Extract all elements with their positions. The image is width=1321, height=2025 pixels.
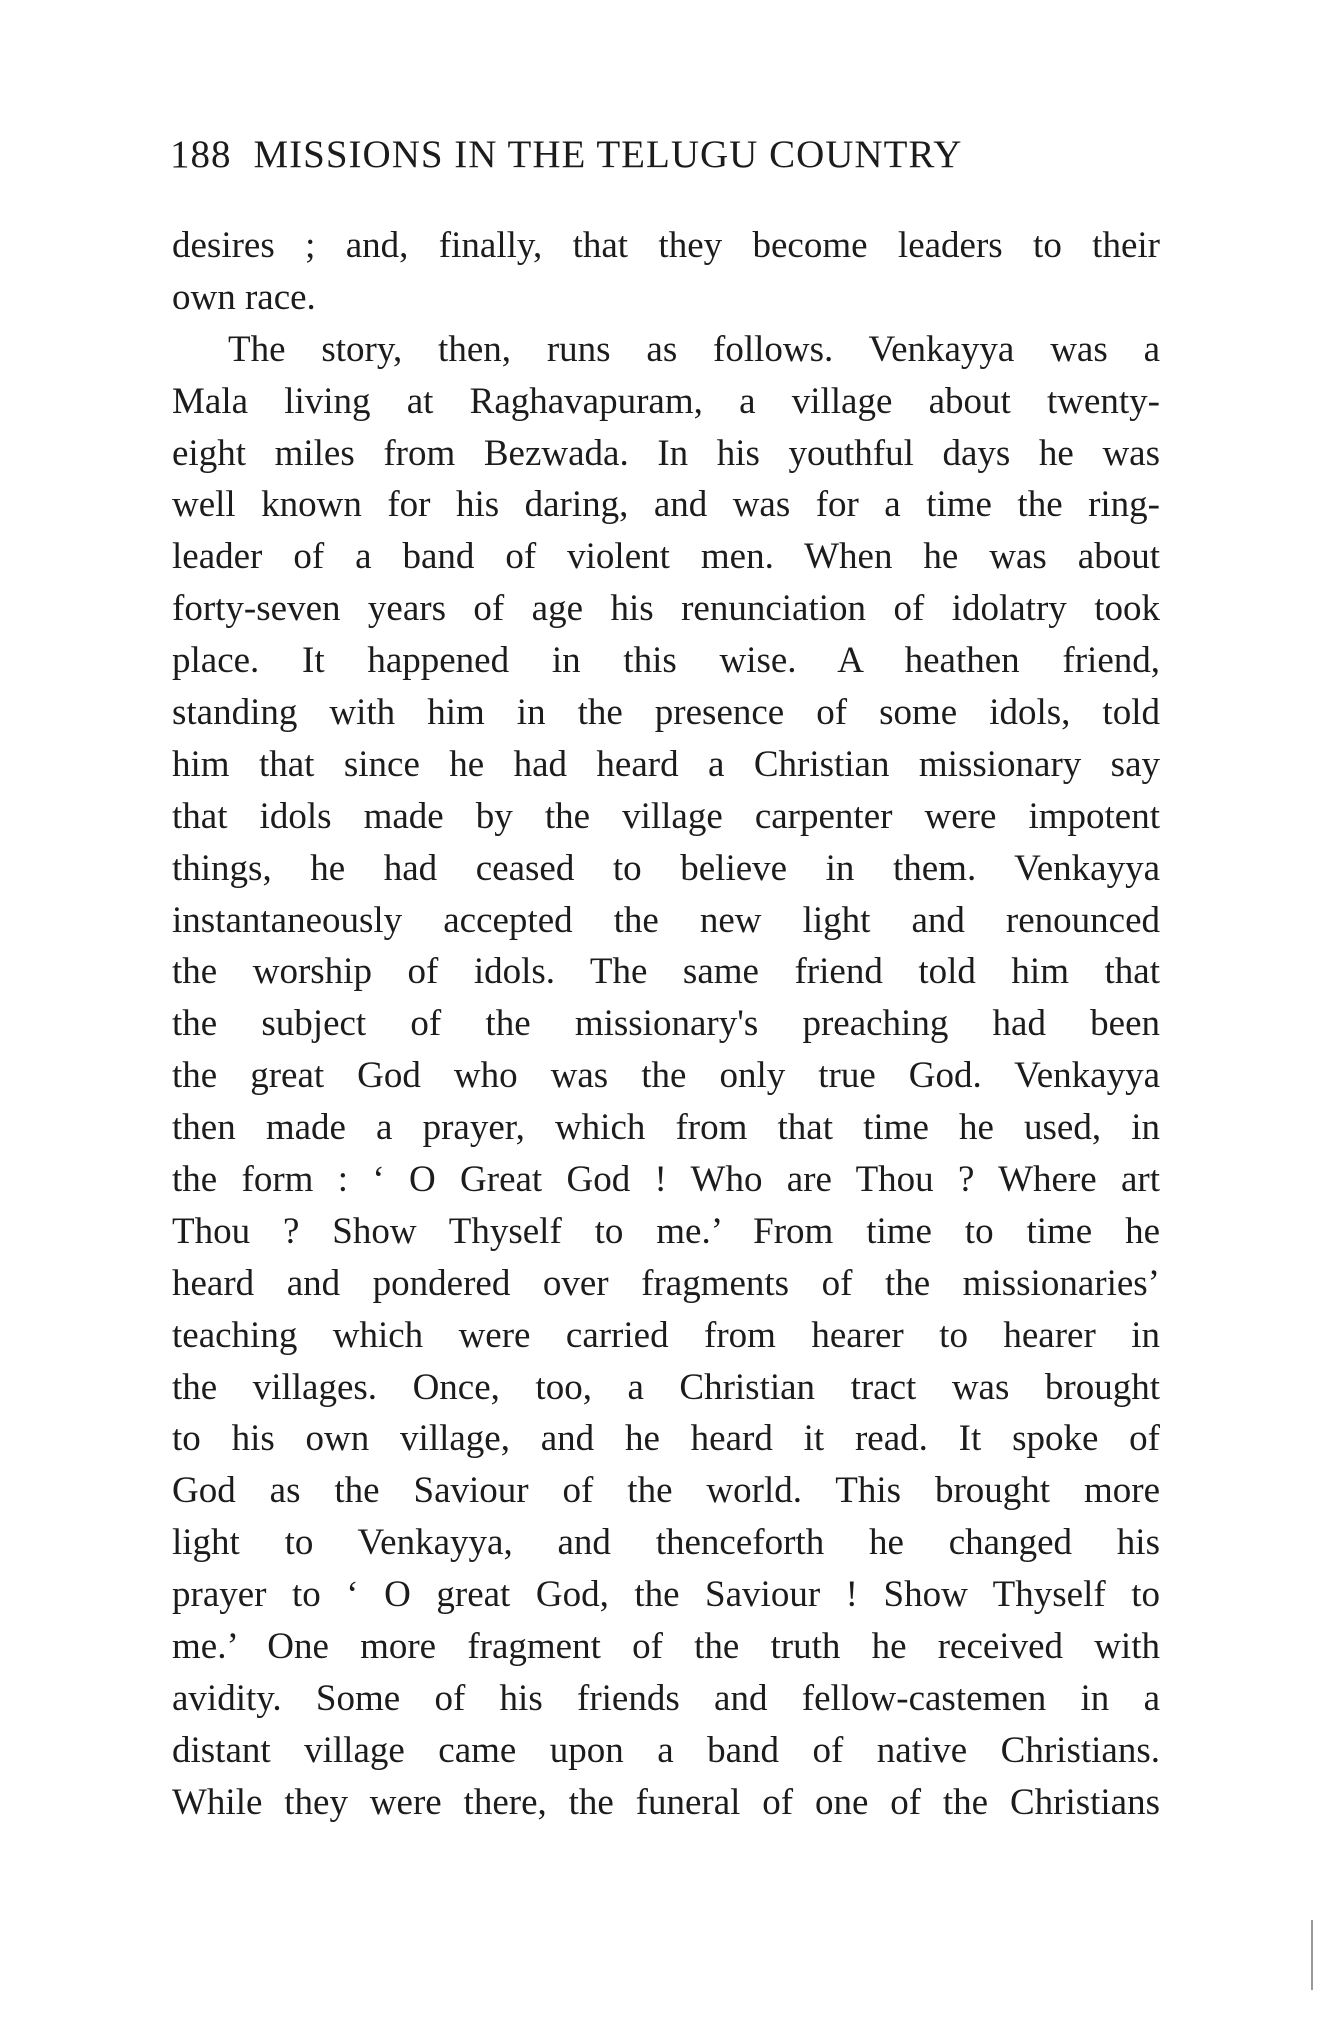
- text-line: to his own village, and he heard it read. It spoke of: [172, 1418, 1160, 1460]
- running-head: [170, 132, 1170, 177]
- text-line: eight miles from Bezwada. In his youthful days he was: [172, 432, 1160, 474]
- text-line: things, he had ceased to believe in them. Venkayya: [172, 847, 1160, 889]
- text-line: Thou ? Show Thyself to me.’ From time to time he: [172, 1210, 1160, 1252]
- text-line: desires ; and, finally, that they become leaders to their: [172, 225, 1160, 266]
- text-line: own race.: [172, 276, 316, 318]
- text-line: Mala living at Raghavapuram, a village about twenty-: [172, 380, 1160, 422]
- text-line: the form : ‘ O Great God ! Who are Thou ? Where art: [172, 1159, 1160, 1201]
- text-line: light to Venkayya, and thenceforth he changed his: [172, 1522, 1160, 1564]
- page-number: 188: [170, 133, 232, 176]
- text-line: God as the Saviour of the world. This brought more: [172, 1470, 1160, 1512]
- text-line: avidity. Some of his friends and fellow-castemen in a: [172, 1677, 1160, 1719]
- text-line: the villages. Once, too, a Christian tract was brought: [172, 1366, 1160, 1408]
- text-line: then made a prayer, which from that time he used, in: [172, 1107, 1160, 1149]
- text-line: well known for his daring, and was for a time the ring-: [172, 484, 1160, 526]
- text-line: The story, then, runs as follows. Venkayya was a: [228, 328, 1160, 370]
- text-line: forty-seven years of age his renunciation of idolatry took: [172, 588, 1160, 630]
- text-line: heard and pondered over fragments of the missionaries’: [172, 1262, 1160, 1304]
- body-text: [172, 220, 1160, 1829]
- text-line: the worship of idols. The same friend told him that: [172, 951, 1160, 993]
- text-line: While they were there, the funeral of one of the Christians: [172, 1781, 1160, 1823]
- text-line: prayer to ‘ O great God, the Saviour ! Show Thyself to: [172, 1574, 1160, 1616]
- text-line: him that since he had heard a Christian missionary say: [172, 743, 1160, 785]
- text-line: that idols made by the village carpenter were impotent: [172, 795, 1160, 837]
- text-line: the subject of the missionary's preaching had been: [172, 1003, 1160, 1045]
- text-line: the great God who was the only true God. Venkayya: [172, 1055, 1160, 1097]
- text-line: teaching which were carried from hearer to hearer in: [172, 1314, 1160, 1356]
- text-line: place. It happened in this wise. A heathen friend,: [172, 640, 1160, 682]
- text-line: me.’ One more fragment of the truth he received with: [172, 1626, 1160, 1668]
- text-line: distant village came upon a band of native Christians.: [172, 1729, 1160, 1771]
- scan-edge-mark: [1311, 1920, 1313, 1990]
- text-line: standing with him in the presence of some idols, told: [172, 692, 1160, 734]
- running-title: MISSIONS IN THE TELUGU COUNTRY: [253, 133, 963, 176]
- text-line: instantaneously accepted the new light and renounced: [172, 899, 1160, 941]
- text-line: leader of a band of violent men. When he was about: [172, 536, 1160, 578]
